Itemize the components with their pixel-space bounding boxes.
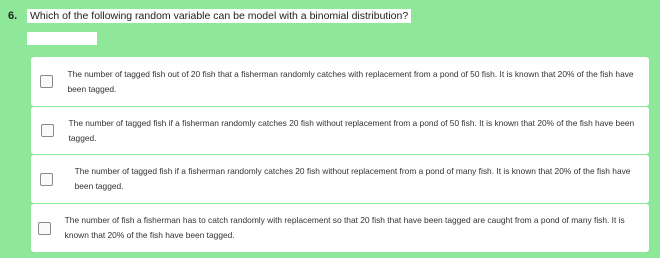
choice-text-3: The number of tagged fish if a fisherman randomly catches 20 fish without replacement from a pond of many fish. It is known that 20% of the fish have been tagged. bbox=[74, 166, 631, 191]
checkbox-2[interactable] bbox=[41, 124, 54, 137]
choice-option-2[interactable] bbox=[31, 107, 649, 154]
choice-option-1[interactable] bbox=[31, 57, 649, 106]
choice-text-2: The number of tagged fish if a fisherman randomly catches 20 fish without replacement from a pond of 50 fish. It is known that 20% of the fish have been tagged. bbox=[68, 117, 635, 143]
answer-blank-box bbox=[27, 32, 97, 45]
choice-option-3[interactable] bbox=[31, 155, 649, 203]
question-number: 6. bbox=[8, 10, 18, 22]
choice-text-4: The number of fish a fisherman has to catch randomly with replacement so that 20 fish that have been tagged are caught from a pond of many fish. It is known that 20% of the fish have been tagged. bbox=[64, 215, 625, 240]
checkbox-4[interactable] bbox=[38, 222, 51, 235]
question-text: Which of the following random variable can be model with a binomial distribution? bbox=[27, 9, 411, 23]
checkbox-1[interactable] bbox=[40, 75, 53, 88]
choice-text-1: The number of tagged fish out of 20 fish that a fisherman randomly catches with replacement from a pond of 50 fish. It is known that 20% of the fish have been tagged. bbox=[67, 68, 634, 94]
checkbox-3[interactable] bbox=[40, 173, 53, 186]
choice-option-4[interactable] bbox=[31, 204, 649, 252]
choice-list bbox=[31, 57, 649, 253]
